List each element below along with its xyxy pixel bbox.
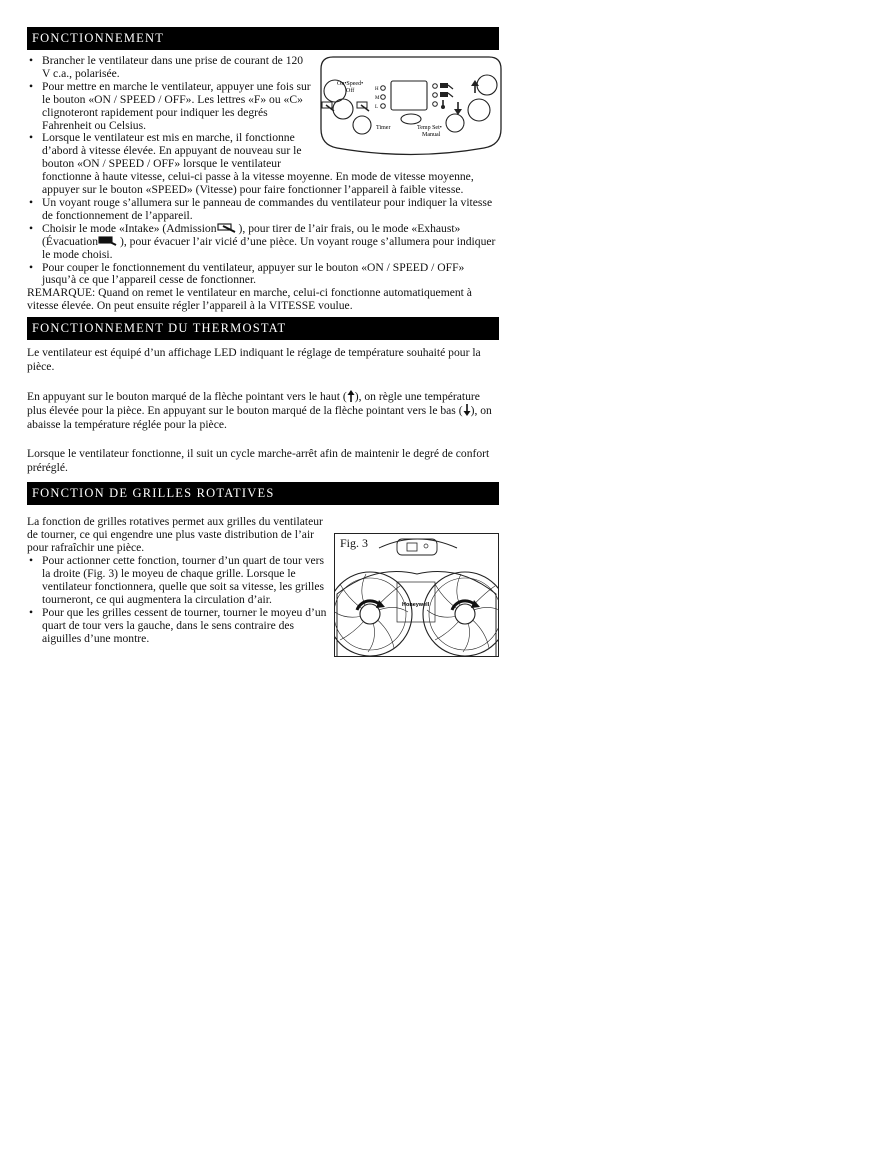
temp-set-label: Temp Set• xyxy=(417,125,442,131)
list-item: • Brancher le ventilateur dans une prise de courant de 120 V c.a., polarisée. xyxy=(27,55,499,81)
thermostat-paragraph-3: Lorsque le ventilateur fonctionne, il suit un cycle marche-arrêt afin de maintenir le degré de confort préréglé. xyxy=(27,447,490,475)
section-header-grilles: FONCTION DE GRILLES ROTATIVES xyxy=(27,482,499,505)
section-thermostat xyxy=(27,346,499,475)
manual-page xyxy=(27,27,499,645)
led-high-label: H xyxy=(375,87,379,92)
thermostat-text-b: ), on règle une température plus élevée pour la pièce. En appuyant sur le bouton marqué de la flèche pointant vers le bas ( xyxy=(27,389,480,417)
intake-icon xyxy=(217,223,239,234)
figure-label: Fig. 3 xyxy=(340,535,369,550)
list-item: • Pour que les grilles cessent de tourner, tourner le moyeu d’un quart de tour vers la gauche, dans le sens contraire des aiguilles d’une montre. xyxy=(27,606,327,645)
fan-grille-right xyxy=(423,572,498,656)
grilles-list xyxy=(27,554,327,646)
led-low-label: L xyxy=(375,105,379,110)
figure-3 xyxy=(334,533,499,657)
timer-label: Timer xyxy=(376,125,391,131)
mode-text-3: ), pour évacuer l’air vicié d’une pièce. Un voyant rouge s’allumera pour indiquer le mode choisi. xyxy=(42,234,496,261)
list-item: • Un voyant rouge s’allumera sur le panneau de commandes du ventilateur pour indiquer la vitesse de fonctionnement de l’appareil. xyxy=(27,197,499,223)
grilles-text xyxy=(27,515,327,646)
list-item-mode xyxy=(27,223,499,262)
list-item: • Pour couper le fonctionnement du ventilateur, appuyer sur le bouton «ON / SPEED / OFF» jusqu’à ce que l’appareil cesse de fonctionner. xyxy=(27,262,499,288)
grilles-intro: La fonction de grilles rotatives permet aux grilles du ventilateur de tourner, ce qui engendre une plus vaste distribution de l’air pour rafraîchir une pièce. xyxy=(27,514,323,554)
on-speed-off-label: On•Speed• xyxy=(337,81,364,87)
thermostat-text-a: En appuyant sur le bouton marqué de la flèche pointant vers le haut ( xyxy=(27,389,347,403)
brand-logo: Honeywell xyxy=(402,601,430,608)
list-item: • Pour mettre en marche le ventilateur, appuyer une fois sur le bouton «ON / SPEED / OFF». Les lettres «F» ou «C» clignoteront rapidement pour indiquer les degrés Fahrenheit ou Celsius. xyxy=(27,81,499,133)
manual-label: Manual xyxy=(422,132,441,138)
section-header-thermostat: FONCTIONNEMENT DU THERMOSTAT xyxy=(27,317,499,340)
arrow-down-icon xyxy=(463,404,471,416)
note: REMARQUE: Quand on remet le ventilateur en marche, celui-ci fonctionne automatiquement à vitesse élevée. On peut ensuite régler l’appareil à la VITESSE voulue. xyxy=(27,286,472,313)
exhaust-icon xyxy=(98,236,120,247)
section-operation xyxy=(27,55,499,313)
list-item: • Lorsque le ventilateur est mis en marche, il fonctionne d’abord à vitesse élevée. En appuyant de nouveau sur le bouton «ON / SPEED / OFF» lorsque le ventilateur fonctionne à haute vitesse, celui-ci passe à la vitesse moyenne. En mode de vitesse moyenne, appuyer sur le bouton «SPEED» (Vitesse) pour faire fonctionner l’appareil à faible vitesse. xyxy=(27,132,499,197)
section-grilles xyxy=(27,515,499,646)
thermostat-paragraph-2 xyxy=(27,390,499,433)
mode-text-2: ), pour tirer de l’air frais, ou le mode «Exhaust» (Évacuation xyxy=(42,221,461,248)
arrow-up-icon xyxy=(347,390,355,402)
operation-list xyxy=(27,55,499,287)
thermostat-paragraph-1: Le ventilateur est équipé d’un affichage LED indiquant le réglage de température souhaité pour la pièce. xyxy=(27,346,481,374)
fan-grille-left xyxy=(335,572,412,656)
list-item: • Pour actionner cette fonction, tourner d’un quart de tour vers la droite (Fig. 3) le moyeu de chaque grille. Lorsque le ventilateur fonctionnera, quelle que soit sa vitesse, les grilles tourneront, ce qui augmentera la circulation d’air. xyxy=(27,554,327,606)
section-header-operation: FONCTIONNEMENT xyxy=(27,27,499,50)
mode-text-1: Choisir le mode «Intake» (Admission xyxy=(42,221,217,235)
thermostat-text-c: ), on abaisse la température réglée pour la pièce. xyxy=(27,403,492,431)
led-medium-label: M xyxy=(375,96,380,101)
fan-illustration xyxy=(335,534,498,656)
off-label: Off xyxy=(346,88,355,94)
